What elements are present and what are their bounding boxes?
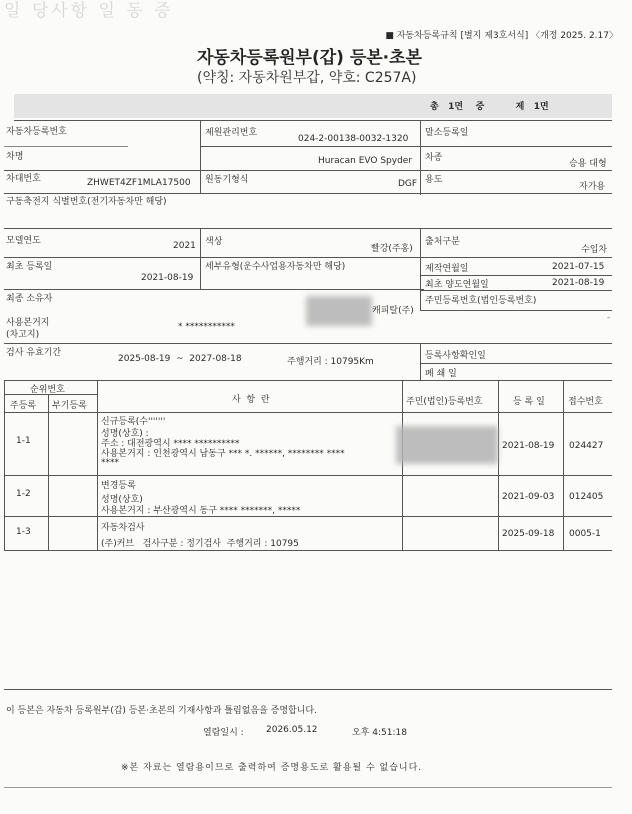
row-line: 성명(상호) : — [101, 429, 149, 439]
owner-label: 최종 소유자 — [6, 294, 53, 304]
confirm-date-label: 등록사항확인일 — [425, 351, 486, 361]
resident-id-label: 주민등록번호(법인등록번호) — [425, 296, 537, 306]
history-date-header: 등 록 일 — [513, 397, 545, 407]
inspection-period: 2025-08-19 ~ 2027-08-18 — [118, 354, 242, 364]
color-value: 빨강(주홍) — [371, 244, 413, 254]
battery-id-label: 구동축전지 식별번호(전기자동차만 해당) — [6, 197, 167, 207]
origin-value: 수입차 — [581, 245, 608, 255]
history-order-header: 순위번호 — [30, 385, 65, 395]
mileage-value: 주행거리 : 10795Km — [287, 357, 374, 367]
row-line: 신규등록(수''''''' — [101, 417, 166, 427]
history-items-header: 사 항 란 — [232, 395, 270, 405]
row-date: 2025-09-18 — [502, 529, 555, 539]
document-title: 자동차등록원부(갑) 등본·초본 — [197, 48, 422, 68]
inspection-label: 검사 유효기간 — [6, 348, 62, 358]
origin-label: 출처구분 — [425, 237, 460, 247]
vin-label: 차대번호 — [6, 174, 41, 184]
doc-no-value: 024-2-00138-0032-1320 — [298, 134, 409, 144]
certification-text: 이 등본은 자동차 등록원부(갑) 등본·초본의 기재사항과 틀림없음을 증명합니다. — [6, 706, 317, 716]
model-value: Huracan EVO Spyder — [318, 156, 413, 166]
top-faded-text: 일 당사항 일 동 증 — [4, 1, 174, 21]
transfer-date-label: 최초 양도연월일 — [425, 280, 489, 290]
model-year-value: 2021 — [173, 241, 196, 251]
redaction-owner — [306, 296, 372, 326]
history-receipt-header: 접수번호 — [568, 397, 603, 407]
engine-label: 원동기형식 — [205, 175, 249, 185]
doc-no-label: 제원관리번호 — [205, 128, 258, 138]
row-line: 사용본거지 : 인천광역시 남동구 *** *. ******, ******** **** — [101, 449, 345, 459]
regulation-text: ■ 자동차등록규칙 [별지 제3호서식] 〈개정 2025. 2.17〉 — [385, 31, 618, 41]
view-time: 오후 4:51:18 — [352, 728, 407, 738]
reg-no-label: 자동차등록번호 — [6, 127, 67, 137]
row-line: 사용본거지 : 부산광역시 동구 **** *******, ***** — [101, 506, 301, 516]
row-line: 성명(상호) — [101, 495, 143, 505]
history-sub-header: 부기등록 — [52, 401, 87, 411]
row-line: 자동차검사 — [101, 523, 145, 533]
row-receipt: 012405 — [569, 492, 604, 502]
location-label: 사용본거지 (차고지) — [6, 318, 50, 340]
model-label: 차명 — [6, 152, 24, 162]
vehicle-type-value: 승용 대형 — [569, 159, 607, 169]
location-value: * *********** — [178, 322, 235, 332]
row-number: 1-3 — [16, 527, 31, 537]
mfg-date-value: 2021-07-15 — [552, 262, 605, 272]
vehicle-type-label: 차종 — [425, 153, 443, 163]
mfg-date-label: 제작연월일 — [425, 264, 469, 274]
row-receipt: 0005-1 — [569, 529, 601, 539]
row-receipt: 024427 — [569, 441, 604, 451]
subtype-label: 세부유형(운수사업용자동차만 해당) — [205, 262, 346, 272]
color-label: 색상 — [205, 237, 223, 247]
owner-value: 캐피탈(주) — [372, 306, 414, 316]
view-date: 2026.05.12 — [266, 725, 318, 735]
row-line: 주소 : 대전광역시 **** ********** — [101, 439, 240, 449]
cancel-date-label: 말소등록일 — [425, 128, 469, 138]
first-reg-value: 2021-08-19 — [141, 273, 194, 283]
row-line: **** — [101, 458, 119, 468]
view-datetime-label: 열람일시 : — [203, 728, 244, 738]
viewing-only-note: ※본 자료는 열람용이므로 출력하여 증명용도로 활용될 수 없습니다. — [121, 763, 423, 773]
history-id-header: 주민(법인)등록번호 — [406, 397, 483, 407]
page-count: 총 1면 중 제 1면 — [430, 102, 549, 112]
usage-label: 용도 — [425, 175, 443, 185]
dash-mark: - — [607, 313, 611, 323]
row-date: 2021-08-19 — [502, 441, 555, 451]
row-number: 1-2 — [16, 489, 31, 499]
usage-value: 자가용 — [579, 182, 606, 192]
row-line: (주)커브 검사구분 : 정기검사 주행거리 : 10795 — [101, 539, 299, 549]
transfer-date-value: 2021-08-19 — [552, 278, 605, 288]
row-line: 변경등록 — [101, 481, 136, 491]
row-date: 2021-09-03 — [502, 492, 555, 502]
vin-value: ZHWET4ZF1MLA17500 — [87, 178, 191, 188]
engine-value: DGF — [398, 179, 418, 189]
history-main-header: 주등록 — [10, 401, 37, 411]
model-year-label: 모델연도 — [6, 236, 41, 246]
document-subtitle: (약칭: 자동차원부갑, 약호: C257A) — [197, 70, 417, 86]
row-number: 1-1 — [16, 436, 31, 446]
first-reg-label: 최초 등록일 — [6, 262, 53, 272]
redaction-id — [396, 426, 498, 464]
disposal-date-label: 폐 쇄 일 — [425, 369, 457, 379]
